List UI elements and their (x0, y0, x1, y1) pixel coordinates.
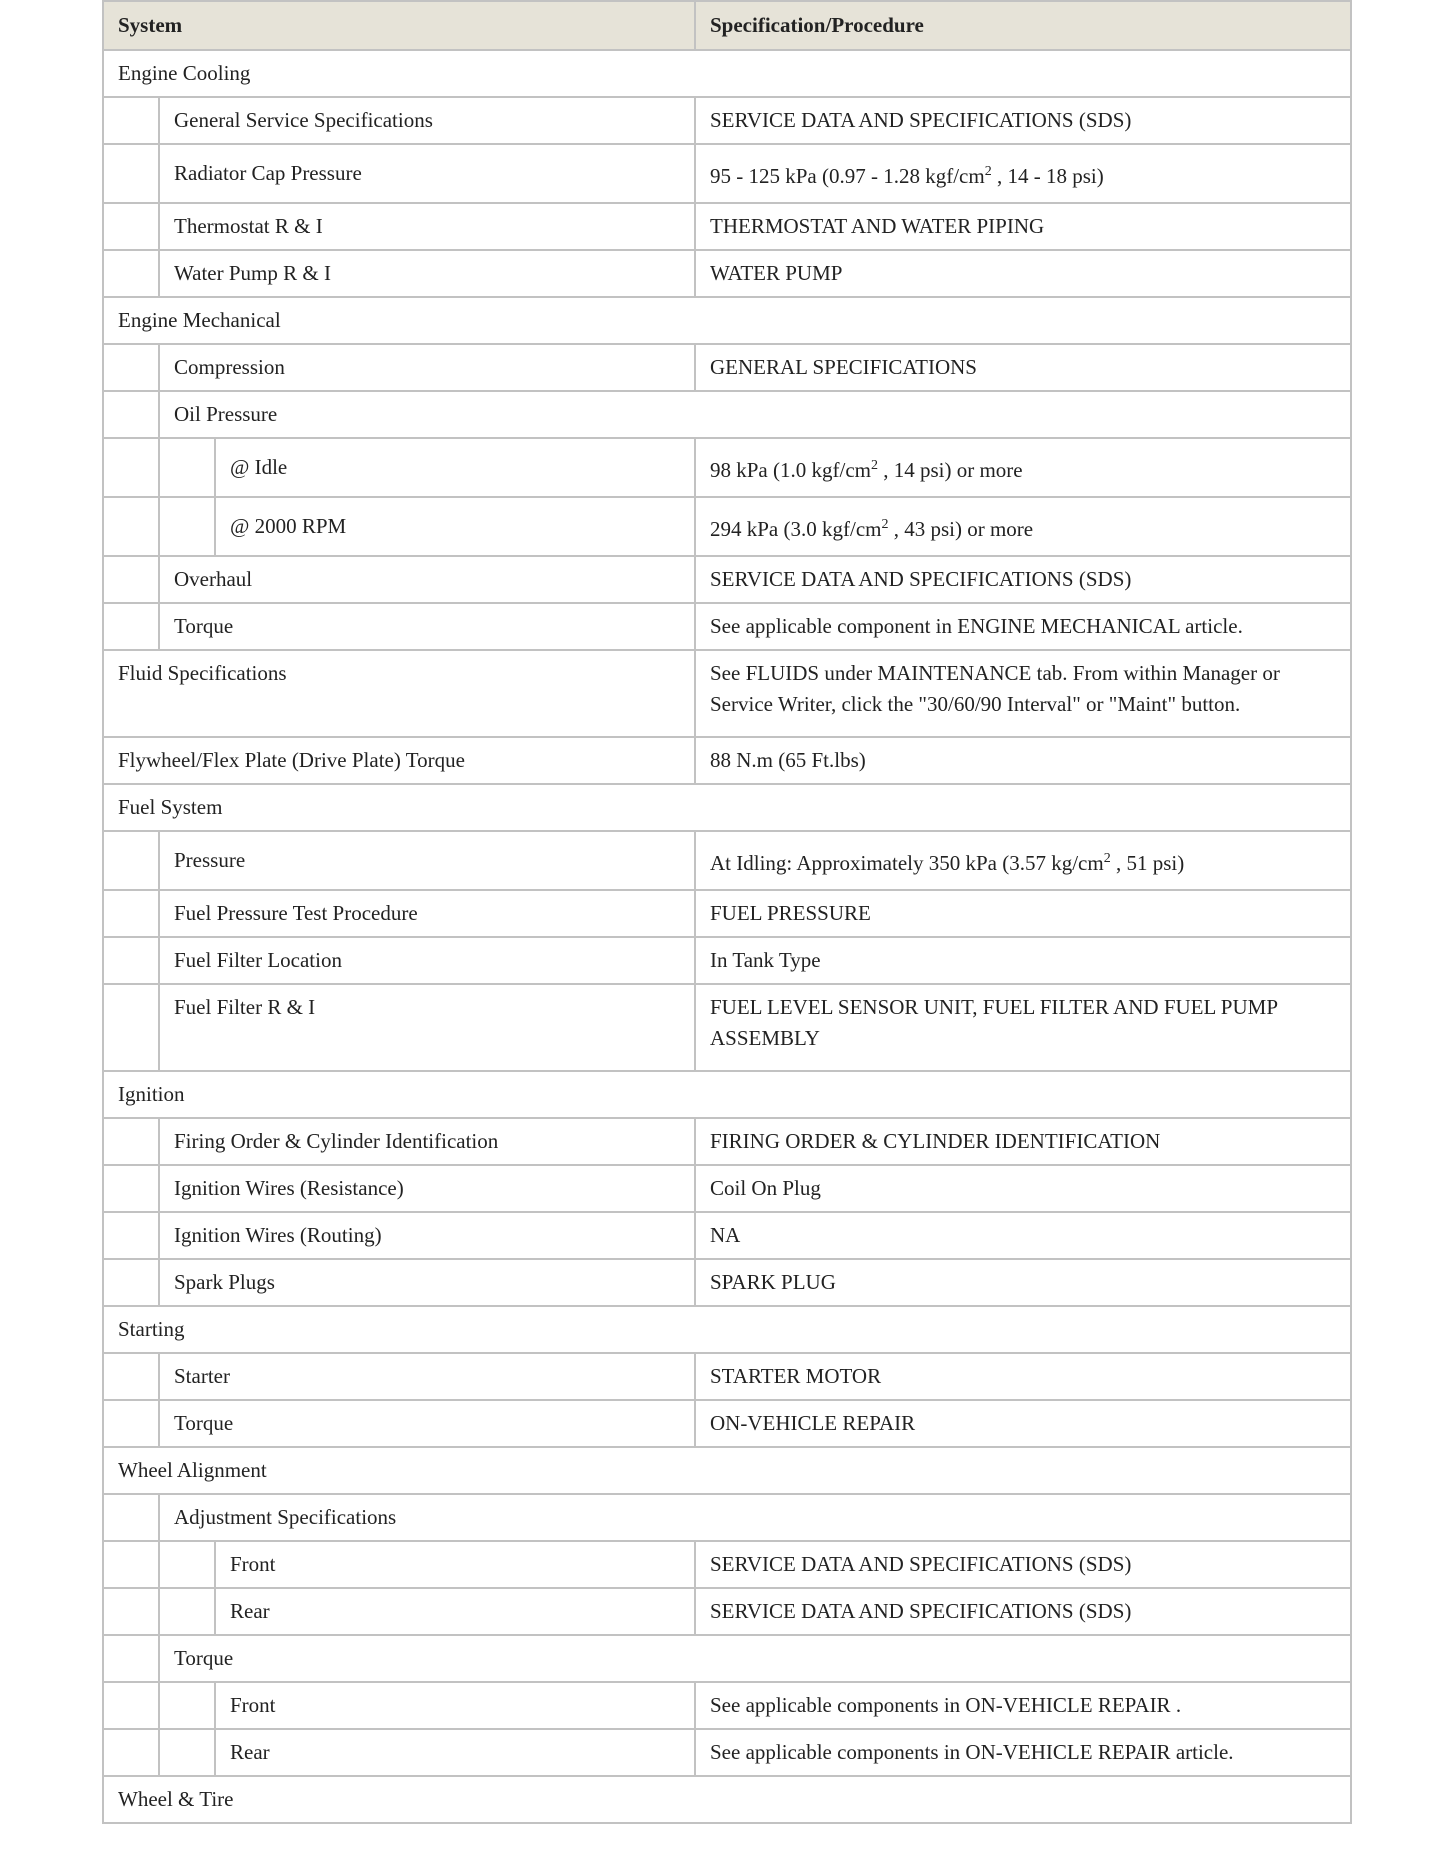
subsection-row (103, 1635, 1351, 1682)
indent-cell (103, 984, 159, 1071)
indent-cell (103, 1400, 159, 1447)
table-row (103, 1118, 1351, 1165)
spec-value: 95 - 125 kPa (0.97 - 1.28 kgf/$cm^2$ , 14 - 18 psi) (695, 144, 1351, 203)
system-label: @ 2000 RPM (215, 497, 695, 556)
spec-value: GENERAL SPECIFICATIONS (695, 344, 1351, 391)
indent-cell (159, 1541, 215, 1588)
spec-value: FUEL LEVEL SENSOR UNIT, FUEL FILTER AND FUEL PUMP ASSEMBLY (695, 984, 1351, 1071)
system-label: Pressure (159, 831, 695, 890)
table-row (103, 1682, 1351, 1729)
table-row (103, 344, 1351, 391)
spec-value: STARTER MOTOR (695, 1353, 1351, 1400)
table-row (103, 250, 1351, 297)
indent-cell (103, 497, 159, 556)
table-row (103, 1400, 1351, 1447)
spec-value: FUEL PRESSURE (695, 890, 1351, 937)
indent-cell (103, 438, 159, 497)
spec-value: In Tank Type (695, 937, 1351, 984)
section-label: Fuel System (103, 784, 1351, 831)
system-label: Rear (215, 1588, 695, 1635)
table-row (103, 1259, 1351, 1306)
spec-value: SERVICE DATA AND SPECIFICATIONS (SDS) (695, 1541, 1351, 1588)
subsection-row (103, 1494, 1351, 1541)
spec-value: See applicable components in ON-VEHICLE REPAIR article. (695, 1729, 1351, 1776)
spec-value: See applicable components in ON-VEHICLE REPAIR . (695, 1682, 1351, 1729)
spec-value: 294 kPa (3.0 kgf/$cm^2$ , 43 psi) or more (695, 497, 1351, 556)
system-label: Fuel Pressure Test Procedure (159, 890, 695, 937)
subsection-label: Torque (159, 1635, 1351, 1682)
section-row (103, 1447, 1351, 1494)
system-label: Starter (159, 1353, 695, 1400)
table-row (103, 144, 1351, 203)
indent-cell (103, 1541, 159, 1588)
column-header-spec: Specification/Procedure (695, 1, 1351, 50)
table-row (103, 1729, 1351, 1776)
system-label: Firing Order & Cylinder Identification (159, 1118, 695, 1165)
indent-cell (103, 1494, 159, 1541)
table-row (103, 1588, 1351, 1635)
table-row (103, 1541, 1351, 1588)
system-label: Radiator Cap Pressure (159, 144, 695, 203)
indent-cell (103, 1588, 159, 1635)
indent-cell (103, 1212, 159, 1259)
indent-cell (103, 391, 159, 438)
table-row (103, 497, 1351, 556)
table-row (103, 1353, 1351, 1400)
indent-cell (159, 438, 215, 497)
spec-table (102, 0, 1352, 1824)
table-row (103, 650, 1351, 737)
section-row (103, 1776, 1351, 1823)
indent-cell (159, 497, 215, 556)
system-label: General Service Specifications (159, 97, 695, 144)
table-row (103, 1212, 1351, 1259)
table-row (103, 937, 1351, 984)
indent-cell (103, 144, 159, 203)
table-row (103, 737, 1351, 784)
system-label: Torque (159, 1400, 695, 1447)
section-row (103, 784, 1351, 831)
system-label: Water Pump R & I (159, 250, 695, 297)
system-label: Compression (159, 344, 695, 391)
indent-cell (103, 1165, 159, 1212)
system-label: Fluid Specifications (103, 650, 695, 737)
spec-value: At Idling: Approximately 350 kPa (3.57 $kg/cm^2$ , 51 psi) (695, 831, 1351, 890)
indent-cell (103, 203, 159, 250)
indent-cell (103, 250, 159, 297)
table-header-row (103, 1, 1351, 50)
subsection-label: Adjustment Specifications (159, 1494, 1351, 1541)
spec-value: THERMOSTAT AND WATER PIPING (695, 203, 1351, 250)
system-label: Rear (215, 1729, 695, 1776)
indent-cell (103, 937, 159, 984)
indent-cell (159, 1588, 215, 1635)
indent-cell (103, 1353, 159, 1400)
system-label: Fuel Filter Location (159, 937, 695, 984)
system-label: Flywheel/Flex Plate (Drive Plate) Torque (103, 737, 695, 784)
section-label: Wheel & Tire (103, 1776, 1351, 1823)
indent-cell (103, 890, 159, 937)
spec-value: WATER PUMP (695, 250, 1351, 297)
indent-cell (159, 1729, 215, 1776)
indent-cell (103, 1118, 159, 1165)
spec-value: ON-VEHICLE REPAIR (695, 1400, 1351, 1447)
indent-cell (103, 1259, 159, 1306)
spec-value: 98 kPa (1.0 kgf/$cm^2$ , 14 psi) or more (695, 438, 1351, 497)
table-row (103, 831, 1351, 890)
indent-cell (103, 1682, 159, 1729)
indent-cell (159, 1682, 215, 1729)
system-label: Ignition Wires (Routing) (159, 1212, 695, 1259)
table-row (103, 984, 1351, 1071)
table-row (103, 97, 1351, 144)
spec-value: SPARK PLUG (695, 1259, 1351, 1306)
system-label: Spark Plugs (159, 1259, 695, 1306)
indent-cell (103, 1635, 159, 1682)
section-row (103, 1306, 1351, 1353)
table-row (103, 890, 1351, 937)
section-label: Ignition (103, 1071, 1351, 1118)
section-label: Wheel Alignment (103, 1447, 1351, 1494)
system-label: Ignition Wires (Resistance) (159, 1165, 695, 1212)
spec-value: See applicable component in ENGINE MECHANICAL article. (695, 603, 1351, 650)
spec-value: Coil On Plug (695, 1165, 1351, 1212)
spec-value: NA (695, 1212, 1351, 1259)
indent-cell (103, 603, 159, 650)
spec-value: SERVICE DATA AND SPECIFICATIONS (SDS) (695, 556, 1351, 603)
indent-cell (103, 556, 159, 603)
column-header-system: System (103, 1, 695, 50)
spec-value: SERVICE DATA AND SPECIFICATIONS (SDS) (695, 97, 1351, 144)
subsection-label: Oil Pressure (159, 391, 1351, 438)
table-row (103, 203, 1351, 250)
section-row (103, 297, 1351, 344)
spec-value: 88 N.m (65 Ft.lbs) (695, 737, 1351, 784)
section-label: Starting (103, 1306, 1351, 1353)
system-label: Front (215, 1541, 695, 1588)
indent-cell (103, 831, 159, 890)
section-label: Engine Mechanical (103, 297, 1351, 344)
section-label: Engine Cooling (103, 50, 1351, 97)
spec-value: SERVICE DATA AND SPECIFICATIONS (SDS) (695, 1588, 1351, 1635)
system-label: Front (215, 1682, 695, 1729)
table-row (103, 603, 1351, 650)
table-row (103, 556, 1351, 603)
system-label: Thermostat R & I (159, 203, 695, 250)
subsection-row (103, 391, 1351, 438)
table-row (103, 1165, 1351, 1212)
indent-cell (103, 97, 159, 144)
system-label: Fuel Filter R & I (159, 984, 695, 1071)
section-row (103, 1071, 1351, 1118)
system-label: @ Idle (215, 438, 695, 497)
system-label: Torque (159, 603, 695, 650)
spec-value: See FLUIDS under MAINTENANCE tab. From within Manager or Service Writer, click the "30/60/90 Interval" or "Maint" button. (695, 650, 1351, 737)
spec-value: FIRING ORDER & CYLINDER IDENTIFICATION (695, 1118, 1351, 1165)
table-row (103, 438, 1351, 497)
indent-cell (103, 1729, 159, 1776)
section-row (103, 50, 1351, 97)
indent-cell (103, 344, 159, 391)
system-label: Overhaul (159, 556, 695, 603)
